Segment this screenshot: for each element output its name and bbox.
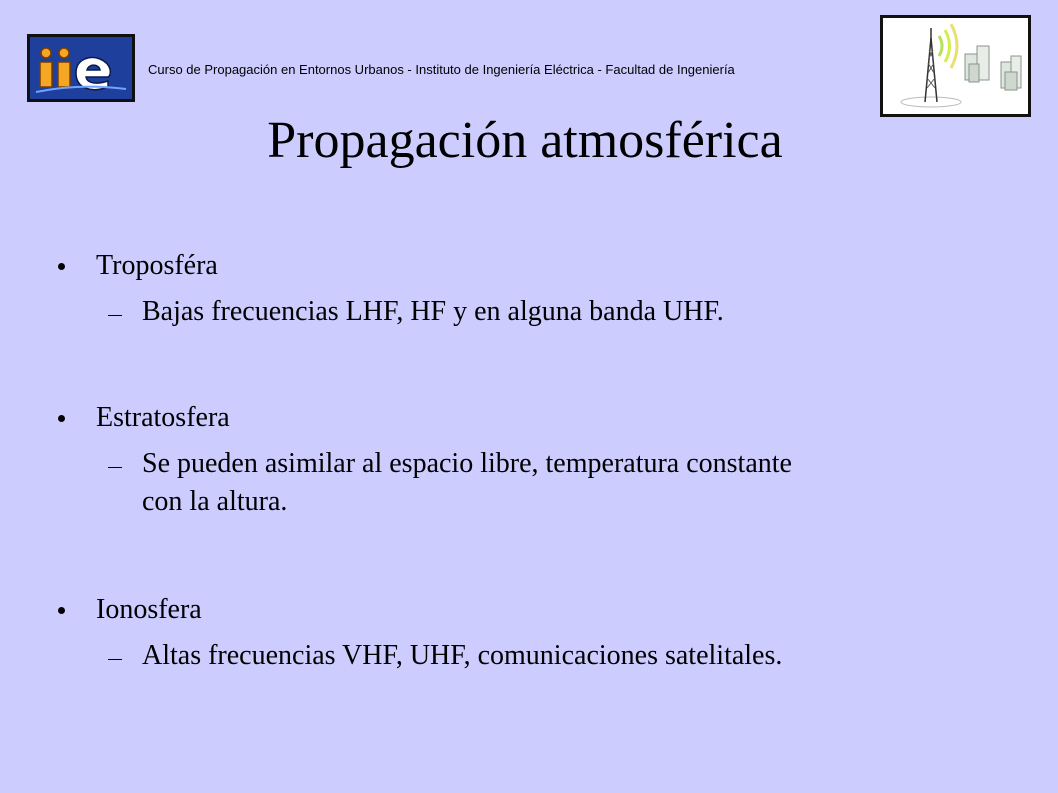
- slide-title: Propagación atmosférica: [267, 112, 783, 169]
- sub-bullet-text-line1: Se pueden asimilar al espacio libre, temperatura constante: [142, 448, 792, 479]
- bullet-list: [58, 245, 1018, 675]
- course-header-text: Curso de Propagación en Entornos Urbanos - Instituto de Ingeniería Eléctrica - Facultad de Ingeniería: [148, 62, 735, 77]
- spacer: [58, 521, 1018, 589]
- dash-bullet-icon: [108, 315, 122, 316]
- bullet-dot-icon: [58, 263, 65, 270]
- bullet-label: Estratosfera: [96, 402, 230, 433]
- sub-bullet-text: Bajas frecuencias LHF, HF y en alguna banda UHF.: [142, 296, 724, 327]
- antenna-city-graphic: [883, 18, 1028, 114]
- dash-bullet-icon: [108, 659, 122, 660]
- iie-logo: [27, 34, 135, 102]
- bullet-ionosfera: [58, 589, 1018, 631]
- sub-bullet-troposfera: [142, 293, 1018, 331]
- sub-bullet-estratosfera: [142, 445, 1018, 521]
- bullet-dot-icon: [58, 607, 65, 614]
- bullet-estratosfera: [58, 397, 1018, 439]
- bullet-troposfera: [58, 245, 1018, 287]
- sub-bullet-text-line2: con la altura.: [142, 486, 288, 517]
- bullet-dot-icon: [58, 415, 65, 422]
- bullet-label: Troposféra: [96, 250, 218, 281]
- antenna-city-logo: [880, 15, 1031, 117]
- sub-bullet-ionosfera: [142, 637, 1018, 675]
- sub-bullet-text: Altas frecuencias VHF, UHF, comunicaciones satelitales.: [142, 640, 783, 671]
- iie-logo-graphic: [30, 37, 132, 99]
- bullet-label: Ionosfera: [96, 594, 202, 625]
- spacer: [58, 331, 1018, 397]
- dash-bullet-icon: [108, 467, 122, 468]
